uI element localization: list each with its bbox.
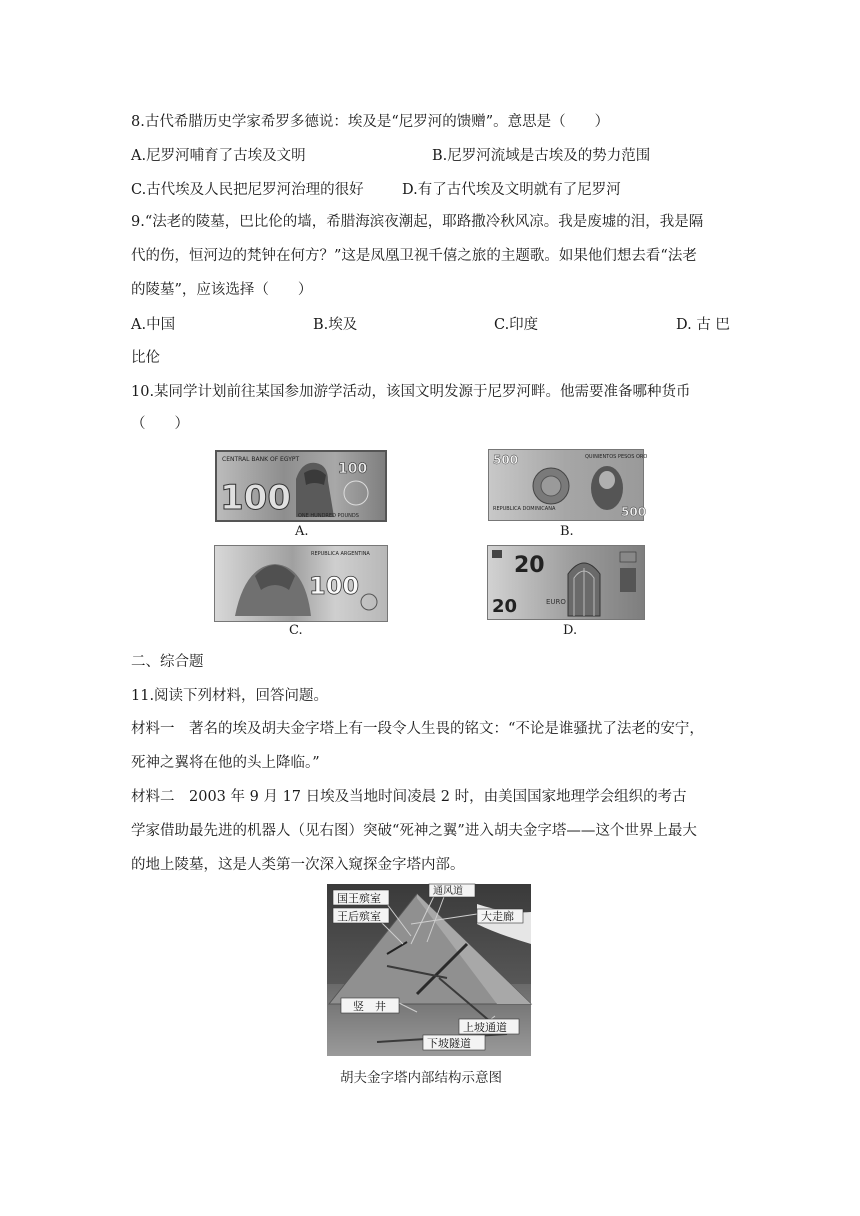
q11-material-1-line-1: 材料一 著名的埃及胡夫金字塔上有一段令人生畏的铭文：“不论是谁骚扰了法老的安宁， bbox=[131, 721, 704, 737]
q9-option-d: D. 古 巴 bbox=[676, 317, 730, 333]
banknote-b-value-corner: 500 bbox=[621, 505, 647, 519]
banknote-c-argentina bbox=[214, 545, 388, 622]
pyramid-structure-figure bbox=[327, 884, 531, 1056]
label-descending-tunnel: 下坡隧道 bbox=[427, 1037, 471, 1050]
q9-stem-line-2: 代的伤，恒河边的梵钟在何方？”这是凤凰卫视千僖之旅的主题歌。如果他们想去看“法老 bbox=[131, 248, 697, 264]
q10-stem-line-1: 10.某同学计划前往某国参加游学活动，该国文明发源于尼罗河畔。他需要准备哪种货币 bbox=[131, 384, 691, 400]
label-king-chamber: 国王殡室 bbox=[337, 892, 381, 905]
banknote-b-words: QUINIENTOS PESOS ORO bbox=[585, 454, 648, 460]
banknote-a-words: ONE HUNDRED POUNDS bbox=[298, 513, 359, 519]
q9-option-c: C.印度 bbox=[494, 317, 539, 333]
label-vent: 通风道 bbox=[433, 886, 463, 897]
banknote-c-value: 100 bbox=[309, 572, 360, 600]
q8-option-a: A.尼罗河哺育了古埃及文明 bbox=[131, 148, 306, 164]
q11-material-1-line-2: 死神之翼将在他的头上降临。” bbox=[131, 755, 320, 771]
figure-caption: 胡夫金字塔内部结构示意图 bbox=[340, 1070, 502, 1086]
q9-option-b: B.埃及 bbox=[313, 317, 358, 333]
banknote-b-value: 500 bbox=[493, 453, 519, 467]
label-ascending-passage: 上坡通道 bbox=[463, 1021, 507, 1034]
q11-material-2-line-3: 的地上陵墓，这是人类第一次深入窥探金字塔内部。 bbox=[131, 857, 465, 873]
label-queen-chamber: 王后殡室 bbox=[337, 910, 381, 923]
q8-stem: 8.古代希腊历史学家希罗多德说：埃及是“尼罗河的馈赠”。意思是（ ） bbox=[131, 114, 610, 130]
q10-caption-a: A. bbox=[295, 524, 309, 539]
banknote-a-egypt bbox=[215, 450, 387, 522]
banknote-b-dominican bbox=[488, 449, 648, 521]
q11-material-2-line-2: 学家借助最先进的机器人（见右图）突破“死神之翼”进入胡夫金字塔——这个世界上最大 bbox=[131, 823, 697, 839]
banknote-d-words: EURO bbox=[546, 598, 566, 606]
q9-stem-line-1: 9.“法老的陵墓，巴比伦的墙，希腊海滨夜潮起，耶路撒冷秋风凉。我是废墟的泪，我是隔 bbox=[131, 214, 704, 230]
q8-option-c: C.古代埃及人民把尼罗河治理的很好 bbox=[131, 182, 364, 198]
q10-caption-b: B. bbox=[560, 524, 574, 539]
q10-caption-d: D. bbox=[563, 623, 578, 638]
q10-stem-line-2: （ ） bbox=[131, 416, 189, 432]
q11-stem: 11.阅读下列材料，回答问题。 bbox=[131, 688, 329, 704]
q8-option-b: B.尼罗河流域是古埃及的势力范围 bbox=[432, 148, 651, 164]
q9-option-d-tail: 比伦 bbox=[131, 350, 160, 366]
label-grand-gallery: 大走廊 bbox=[481, 910, 514, 923]
q8-option-d: D.有了古代埃及文明就有了尼罗河 bbox=[402, 182, 621, 198]
banknote-a-bank: CENTRAL BANK OF EGYPT bbox=[222, 456, 300, 463]
label-shaft: 竖 井 bbox=[353, 1000, 386, 1013]
section-2-title: 二、综合题 bbox=[131, 654, 204, 670]
banknote-c-bank: REPUBLICA ARGENTINA bbox=[311, 551, 370, 557]
banknote-d-value: 20 bbox=[514, 553, 545, 578]
banknote-b-bank: REPUBLICA DOMINICANA bbox=[493, 506, 556, 512]
banknote-a-value: 100 bbox=[220, 478, 291, 518]
q11-material-2-line-1: 材料二 2003 年 9 月 17 日埃及当地时间凌晨 2 时，由美国国家地理学会组织的考古 bbox=[131, 789, 687, 805]
q9-stem-line-3: 的陵墓”，应该选择（ ） bbox=[131, 282, 313, 298]
banknote-d-value-corner: 20 bbox=[492, 596, 518, 617]
q10-caption-c: C. bbox=[289, 623, 303, 638]
banknote-d-euro bbox=[487, 545, 645, 620]
q9-option-a: A.中国 bbox=[131, 317, 176, 333]
banknote-a-value-corner: 100 bbox=[338, 461, 368, 477]
